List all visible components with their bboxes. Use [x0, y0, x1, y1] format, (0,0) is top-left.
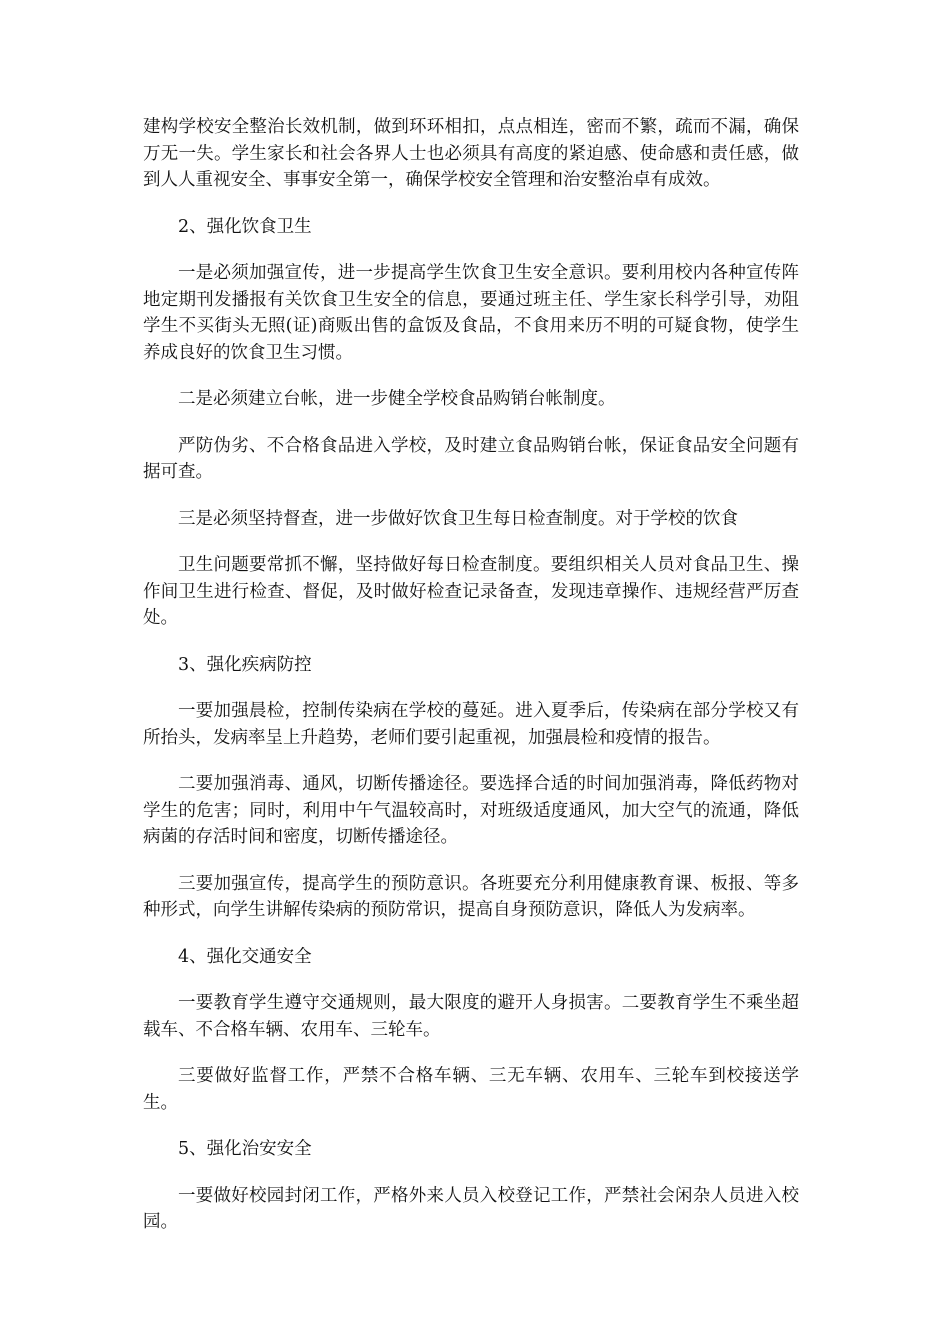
section-heading-food-hygiene: 2、强化饮食卫生 [178, 216, 312, 237]
paragraph: 三是必须坚持督查，进一步做好饮食卫生每日检查制度。对于学校的饮食 [178, 508, 738, 529]
paragraph-continuation: 建构学校安全整治长效机制，做到环环相扣，点点相连，密而不繁，疏而不漏，确保万无一失。学生家长和社会各界人士也必须具有高度的紧迫感、使命感和责任感，做到人人重视安全、事事安全第一，确保学校安全管理和治安整治卓有成效。 [143, 117, 799, 190]
section-heading-disease-control: 3、强化疾病防控 [178, 654, 312, 675]
section-heading-traffic-safety: 4、强化交通安全 [178, 946, 312, 967]
document-body [143, 114, 799, 1256]
section-heading-public-security: 5、强化治安安全 [178, 1139, 312, 1159]
paragraph: 卫生问题要常抓不懈，坚持做好每日检查制度。要组织相关人员对食品卫生、操作间卫生进行检查、督促，及时做好检查记录备查，发现违章操作、违规经营严厉查处。 [143, 555, 799, 628]
paragraph: 一是必须加强宣传，进一步提高学生饮食卫生安全意识。要利用校内各种宣传阵地定期刊发播报有关饮食卫生安全的信息，要通过班主任、学生家长科学引导，劝阻学生不买街头无照(证)商贩出售的盒饭及食品，不食用来历不明的可疑食物，使学生养成良好的饮食卫生习惯。 [143, 263, 799, 363]
paragraph: 二要加强消毒、通风，切断传播途径。要选择合适的时间加强消毒，降低药物对学生的危害；同时，利用中午气温较高时，对班级适度通风，加大空气的流通，降低病菌的存活时间和密度，切断传播途径。 [143, 774, 799, 847]
paragraph: 二是必须建立台帐，进一步健全学校食品购销台帐制度。 [178, 389, 616, 409]
paragraph: 三要加强宣传，提高学生的预防意识。各班要充分利用健康教育课、板报、等多种形式，向学生讲解传染病的预防常识，提高自身预防意识，降低人为发病率。 [143, 873, 799, 920]
paragraph: 一要做好校园封闭工作，严格外来人员入校登记工作，严禁社会闲杂人员进入校园。 [143, 1185, 799, 1232]
paragraph: 三要做好监督工作，严禁不合格车辆、三无车辆、农用车、三轮车到校接送学生。 [143, 1066, 799, 1113]
paragraph: 严防伪劣、不合格食品进入学校，及时建立食品购销台帐，保证食品安全问题有据可查。 [143, 435, 799, 482]
paragraph: 一要加强晨检，控制传染病在学校的蔓延。进入夏季后，传染病在部分学校又有所抬头，发病率呈上升趋势，老师们要引起重视，加强晨检和疫情的报告。 [143, 701, 799, 748]
paragraph: 一要教育学生遵守交通规则，最大限度的避开人身损害。二要教育学生不乘坐超载车、不合格车辆、农用车、三轮车。 [143, 993, 799, 1040]
